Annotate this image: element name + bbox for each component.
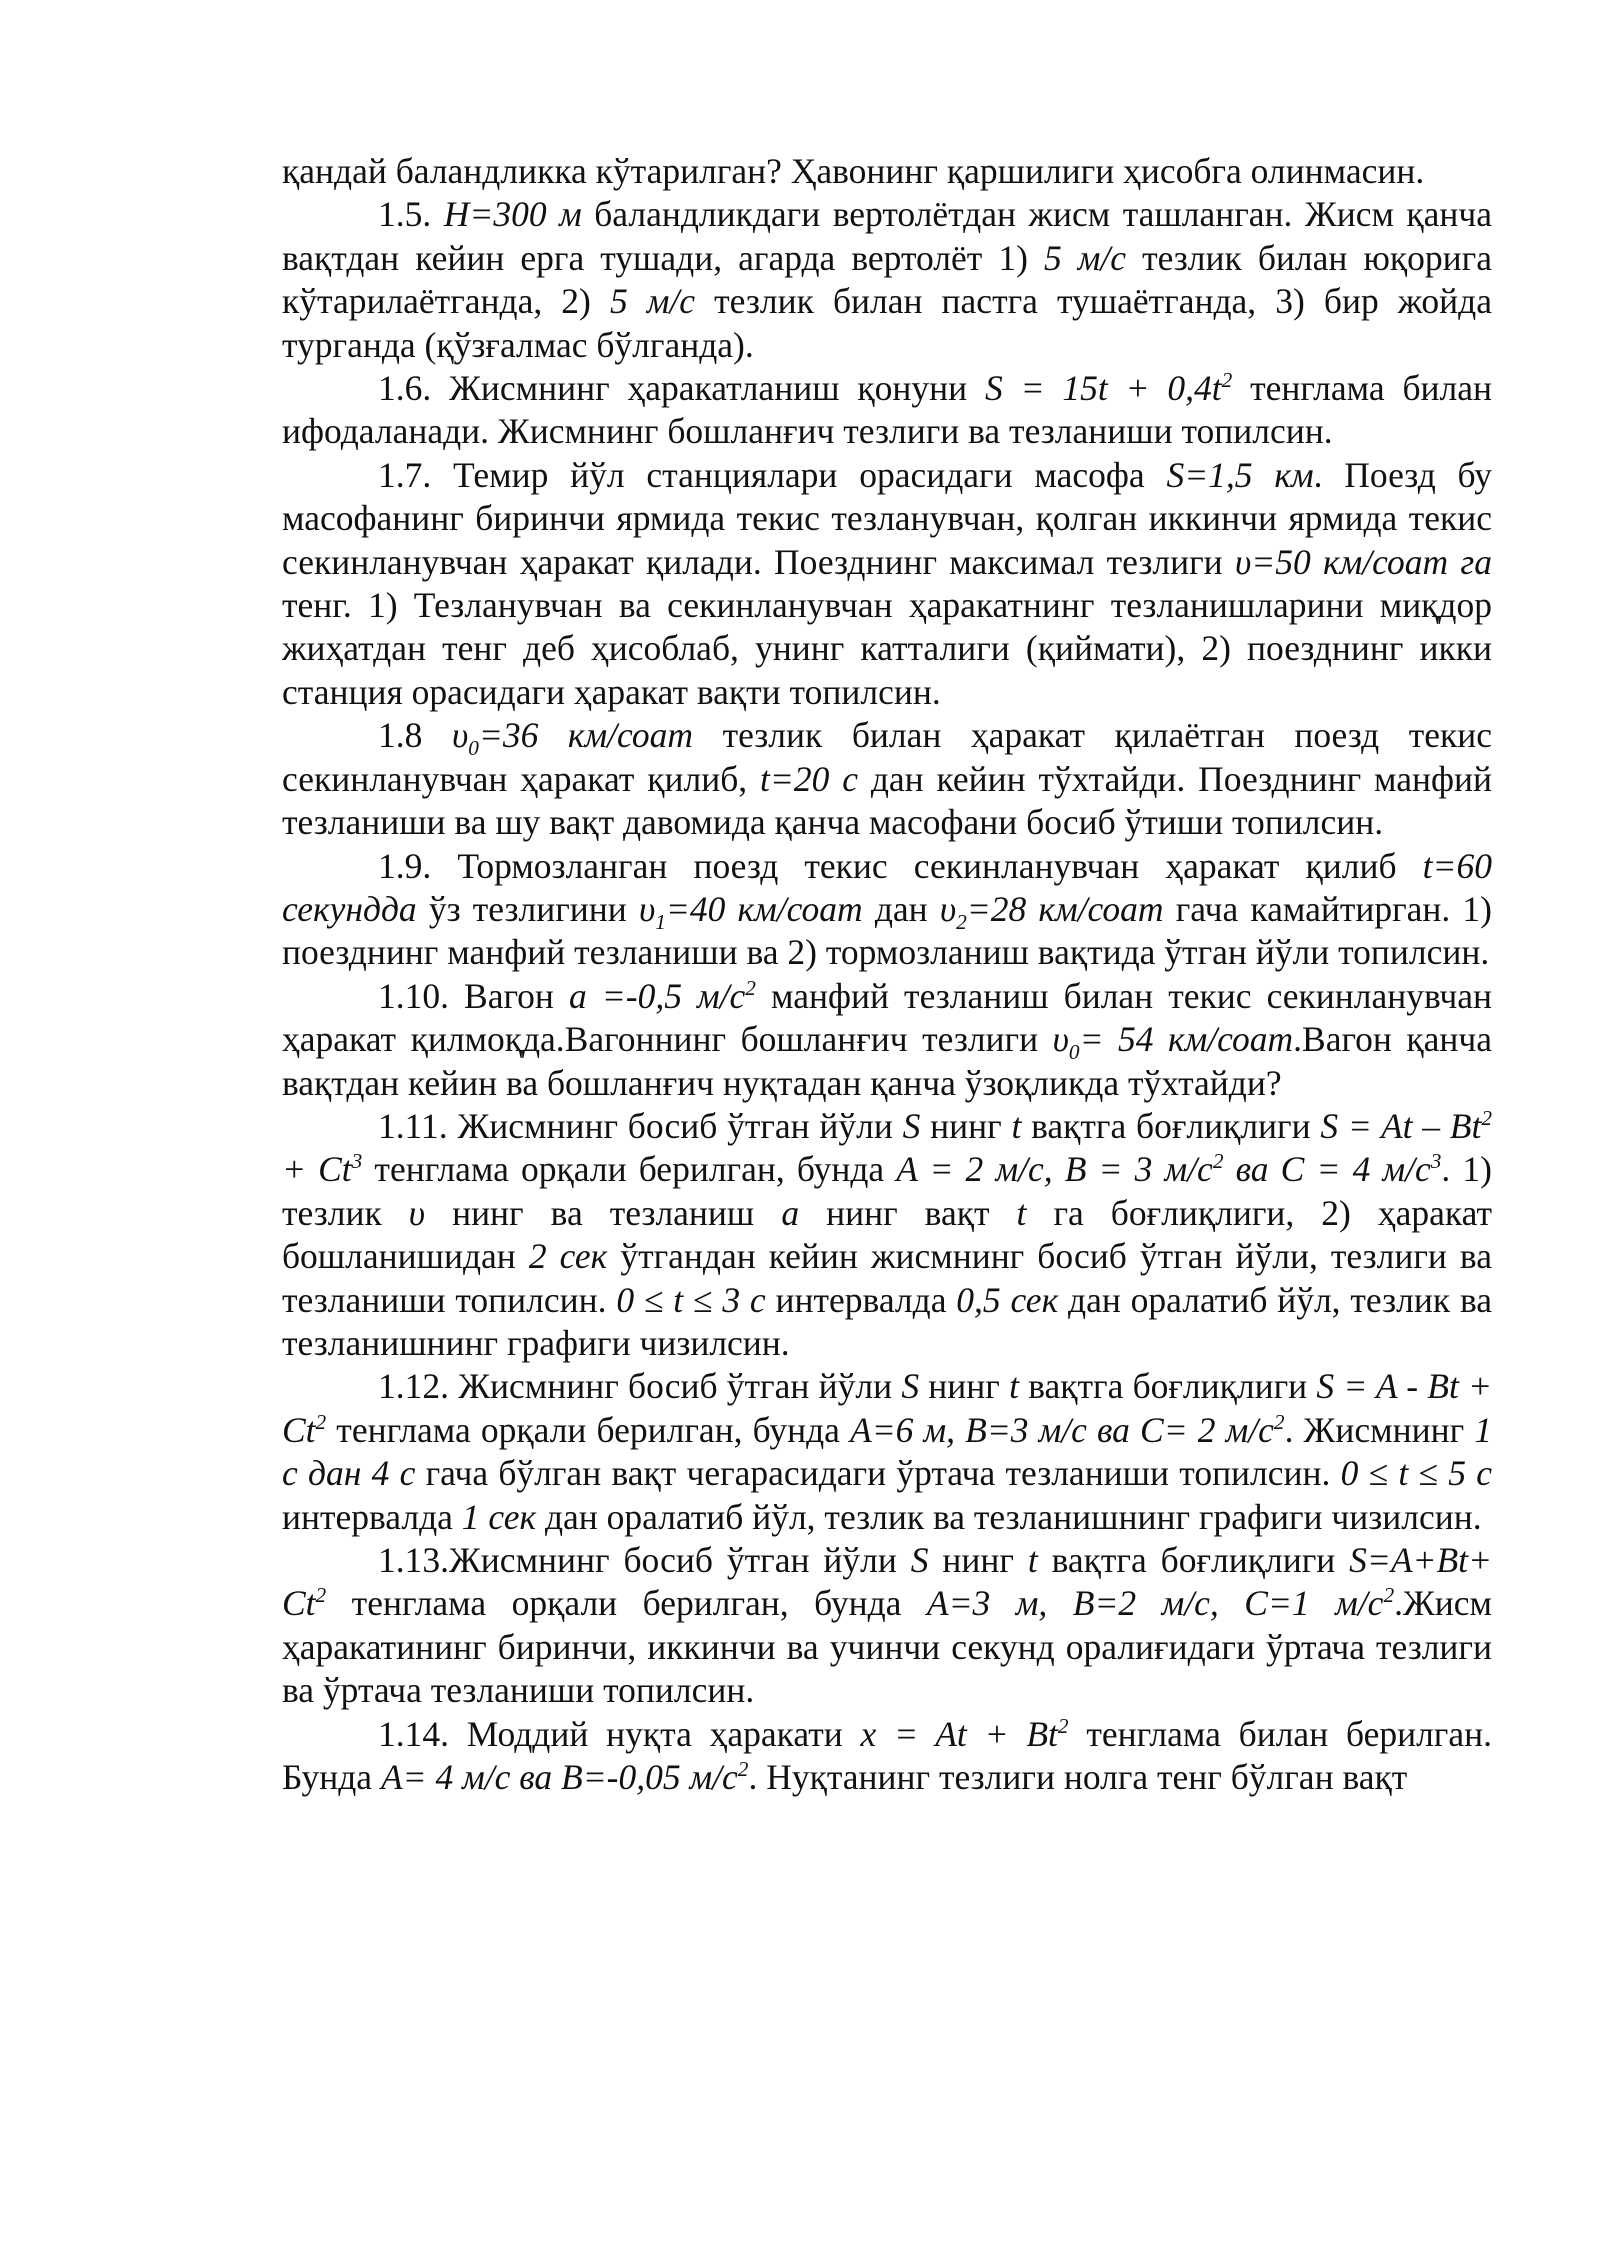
text-run: 1.7. Темир йўл станциялари орасидаги масофа [378,454,1167,495]
paragraph-1-12 [282,1365,1492,1539]
formula-run: υ [451,715,469,756]
formula-run: υ [1052,1019,1069,1060]
text-run: гача камайтирган. 1) поезднинг манфий тезланиши ва 2) тормозланиш вақтида ўтган йўли топилсин. [282,888,1493,973]
text-run: қандай баландликка кўтарилган? Ҳавонинг қаршилиги ҳисобга олинмасин. [282,151,1425,191]
formula-run: 0 ≤ t ≤ 3 с [616,1279,766,1320]
paragraph-1-13 [282,1539,1492,1713]
formula-run: 2 сек [528,1236,608,1277]
formula-run: 1 сек [461,1496,537,1537]
formula-run: t [1027,1540,1038,1580]
subscript: 2 [956,910,967,934]
text-run: манфий тезланиш билан текис секинланувчан ҳаракат қилмоқда.Вагоннинг бошланғич тезлиги [282,975,1492,1060]
paragraph-1-6 [282,367,1492,454]
paragraph-1-10 [282,975,1492,1105]
formula-run: S=A+Bt+ Ct [282,1540,1493,1624]
formula-run: S = At – Bt [1320,1105,1482,1146]
superscript: 2 [737,1757,749,1782]
text-run: баландликдаги вертолётдан жисм ташланган. Жисм қанча вақтдан кейин ерга тушади, агарда вертолёт 1) [282,194,1493,278]
formula-run: S = A - Bt + Ct [282,1366,1493,1450]
formula-run: a [781,1192,800,1233]
formula-run: υ [939,888,957,929]
formula-run: A = 2 м/с, B = 3 м/с [896,1149,1213,1190]
paragraph-1-8 [282,714,1492,844]
formula-run: S [901,1366,920,1407]
text-run: интервалда [282,1496,462,1537]
text-run: 1.9. Тормозланган поезд текис секинланувчан ҳаракат қилиб [378,845,1423,886]
text-run: нинг ва тезланиш [425,1192,782,1233]
paragraph-1-14 [282,1713,1492,1800]
formula-run: S [902,1105,921,1146]
superscript: 2 [315,1409,327,1434]
text-run: нинг [928,1540,1028,1580]
paragraph-1-11 [282,1105,1492,1365]
text-run: 1.10. Вагон [378,975,569,1016]
paragraph-intro [282,150,1492,193]
text-run: вақтга боғлиқлиги [1021,1105,1321,1146]
text-run: 1.5. [378,194,444,235]
formula-run: t=20 с [760,758,858,799]
formula-run: a =-0,5 м/с [568,975,746,1016]
superscript: 2 [1212,1149,1224,1174]
formula-run: H=300 м [443,194,582,235]
formula-run: S [910,1540,929,1580]
text-run: 1.13.Жисмнинг босиб ўтган йўли [378,1540,911,1580]
text-run: га боғлиқлиги, 2) ҳаракат бошланишидан [282,1192,1492,1277]
text-run: 1.14. Моддий нуқта ҳаракати [378,1713,861,1754]
formula-run: S=1,5 км [1166,454,1314,495]
text-run: . Нуқтанинг тезлиги нолга тенг бўлган вақт [748,1757,1408,1798]
paragraph-1-5 [282,193,1492,367]
formula-run: S = 15t + 0,4t [984,368,1222,409]
text-run: дан оралатиб йўл, тезлик ва тезланишнинг графиги чизилсин. [282,1279,1492,1363]
paragraph-1-7 [282,454,1492,714]
subscript: 0 [1068,1040,1080,1065]
text-run: тезлик билан ҳаракат қилаётган поезд текис секинланувчан ҳаракат қилиб, [282,715,1493,799]
text-run: гача бўлган вақт чегарасидаги ўртача тезланиши топилсин. [415,1453,1341,1494]
formula-run: A=3 м, B=2 м/с, C=1 м/с [926,1583,1384,1624]
text-run: интервалда [765,1279,957,1320]
superscript: 2 [1481,1106,1493,1131]
text-run: .Жисм ҳаракатининг биринчи, иккинчи ва учинчи секунд оралиғидаги ўртача тезлиги ва ўртача тезланиши топилсин. [282,1583,1492,1711]
text-run: . Поезд бу масофанинг биринчи ярмида текис тезланувчан, қолган иккинчи ярмида текис секинланувчан ҳаракат қилади. Поезднинг максимал тезлиги [282,454,1493,582]
formula-run: υ [408,1192,426,1233]
text-run: 1.11. Жисмнинг босиб ўтган йўли [378,1105,903,1146]
paragraph-1-9 [282,845,1492,975]
text-run: тезлик билан пастга тушаётганда, 3) бир жойда турганда (қўзғалмас бўлганда). [282,281,1492,365]
text-run: дан [862,888,940,929]
formula-run: + Ct [282,1149,352,1190]
superscript: 2 [1221,368,1233,393]
text-run: тенглама орқали берилган, бунда [362,1149,897,1190]
formula-run: 0 ≤ t ≤ 5 с [1340,1453,1492,1494]
text-run: вақтга боғлиқлиги [1037,1540,1350,1580]
superscript: 3 [1430,1149,1442,1174]
formula-run: t=60 секундда [282,845,1492,929]
formula-run: 1 с дан 4 с [282,1409,1492,1494]
text-run: нинг [919,1366,1010,1407]
text-run: нинг [920,1105,1012,1146]
text-run: 1.12. Жисмнинг босиб ўтган йўли [378,1366,902,1407]
superscript: 2 [1383,1583,1395,1608]
formula-run: υ=50 км/соат га [1234,541,1492,582]
formula-run: x = At + Bt [860,1713,1058,1754]
text-run: тенг. 1) Тезланувчан ва секинланувчан ҳаракатнинг тезланишларини миқдор жиҳатдан тенг деб ҳисоблаб, унинг катталиги (қиймати), 2) поезднинг икки станция орасидаги ҳаракат вақти топилсин. [282,585,1492,712]
text-run: вақтга боғлиқлиги [1018,1366,1317,1407]
text-run: ўтгандан кейин жисмнинг босиб ўтган йўли, тезлиги ва тезланиши топилсин. [282,1236,1492,1320]
text-run: 1.8 [378,715,452,756]
formula-run: 0,5 сек [956,1279,1059,1320]
formula-run: =40 км/соат [665,888,863,929]
text-run: дан кейин тўхтайди. Поезднинг манфий тезланиши ва шу вақт давомида қанча масофани босиб ўтиши топилсин. [282,758,1492,843]
superscript: 2 [745,975,756,1000]
text-run: тезлик билан юқорига кўтарилаётганда, 2) [282,237,1492,322]
text-run: .Вагон қанча вақтдан кейин ва бошланғич нуқтадан қанча ўзоқликда тўхтайди? [282,1019,1492,1103]
text-run: тенглама билан ифодаланади. Жисмнинг бошланғич тезлиги ва тезланиши топилсин. [282,368,1492,452]
text-run: ўз тезлигини [416,888,639,929]
text-run: тенглама орқали берилган, бунда [326,1583,927,1624]
formula-run: t [1016,1192,1027,1233]
formula-run: t [1009,1366,1019,1407]
formula-run: 5 м/с [609,281,696,322]
subscript: 0 [468,736,479,761]
formula-run: ва C = 4 м/с [1223,1149,1431,1190]
formula-run: =36 км/соат [478,715,694,756]
subscript: 1 [655,910,666,934]
formula-run: = 54 км/соат [1079,1019,1294,1060]
text-run: дан оралатиб йўл, тезлик ва тезланишнинг графиги чизилсин. [536,1496,1482,1537]
superscript: 2 [1057,1713,1069,1738]
text-run: 1.6. Жисмнинг ҳаракатланиш қонуни [378,368,985,409]
formula-run: =28 км/соат [966,888,1164,929]
formula-run: υ [638,888,656,929]
document-page [282,150,1492,1799]
formula-run: A=6 м, B=3 м/с ва C= 2 м/с [850,1409,1274,1450]
superscript: 3 [351,1149,363,1174]
text-run: нинг вақт [799,1192,1017,1233]
superscript: 2 [315,1583,327,1608]
text-run: тенглама орқали берилган, бунда [326,1409,851,1450]
superscript: 2 [1273,1409,1285,1434]
text-run: . Жисмнинг [1284,1409,1475,1450]
formula-run: t [1011,1105,1022,1146]
text-run: тенглама билан берилган. Бунда [282,1713,1492,1798]
formula-run: 5 м/с [1043,237,1127,278]
text-run: . 1) тезлик [282,1149,1493,1233]
formula-run: A= 4 м/с ва B=-0,05 м/с [380,1757,738,1798]
